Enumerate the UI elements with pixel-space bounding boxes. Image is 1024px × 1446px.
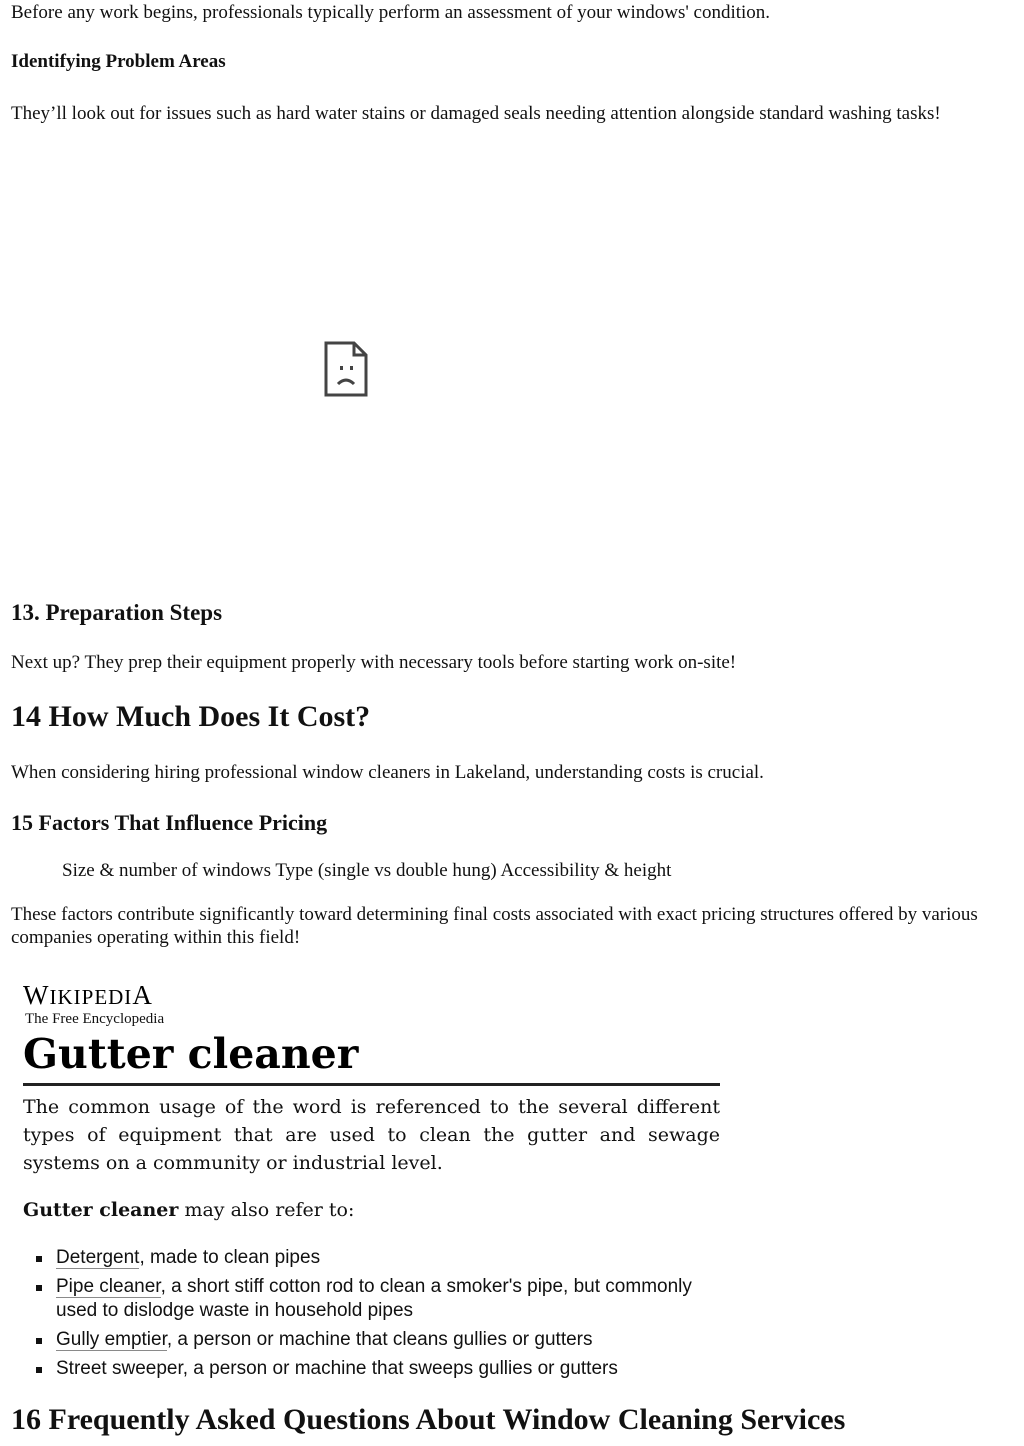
bullet-icon	[36, 1256, 42, 1262]
assessment-text: Before any work begins, professionals typically perform an assessment of your windows' condition.	[11, 2, 771, 23]
disambiguation-list	[23, 1246, 720, 1380]
factors-summary: These factors contribute significantly toward determining final costs associated with exact pricing structures offered by various companies operating within this field!	[11, 904, 978, 948]
list-item: Gully emptier, a person or machine that cleans gullies or gutters	[23, 1328, 720, 1352]
article-title: Gutter cleaner	[23, 1030, 359, 1078]
may-refer-to: Gutter cleaner may also refer to:	[23, 1199, 355, 1221]
identifying-text: They’ll look out for issues such as hard water stains or damaged seals needing attention alongside standard washing tasks!	[11, 103, 941, 124]
title-divider	[23, 1083, 720, 1086]
list-item: Detergent, made to clean pipes	[23, 1246, 720, 1270]
cost-heading: 14 How Much Does It Cost?	[11, 700, 371, 733]
list-item: Pipe cleaner, a short stiff cotton rod to clean a smoker's pipe, but commonly used to dislodge waste in household pipes	[23, 1275, 720, 1323]
link-gully-emptier[interactable]: Gully emptier	[56, 1329, 167, 1350]
link-detergent[interactable]: Detergent	[56, 1247, 140, 1268]
factors-list: Size & number of windows Type (single vs double hung) Accessibility & height	[62, 860, 672, 881]
preparation-text: Next up? They prep their equipment properly with necessary tools before starting work on-site!	[11, 652, 737, 673]
identifying-heading: Identifying Problem Areas	[11, 51, 226, 72]
bullet-icon	[36, 1285, 42, 1291]
factors-heading: 15 Factors That Influence Pricing	[11, 810, 328, 835]
link-pipe-cleaner[interactable]: Pipe cleaner	[56, 1276, 161, 1297]
bullet-icon	[36, 1367, 42, 1373]
list-item: Street sweeper, a person or machine that sweeps gullies or gutters	[23, 1357, 720, 1380]
faq-heading: 16 Frequently Asked Questions About Window Cleaning Services	[11, 1403, 846, 1436]
wikipedia-logo[interactable]: WIKIPEDIA	[23, 980, 153, 1010]
preparation-heading: 13. Preparation Steps	[11, 600, 223, 625]
bullet-icon	[36, 1338, 42, 1344]
article-description: The common usage of the word is referenced to the several different types of equipment that are used to clean the gutter and sewage systems on a community or industrial level.	[23, 1096, 720, 1174]
cost-text: When considering hiring professional window cleaners in Lakeland, understanding costs is crucial.	[11, 762, 764, 783]
broken-image-icon	[324, 341, 368, 397]
wikipedia-tagline: The Free Encyclopedia	[25, 1011, 165, 1027]
wikipedia-embed	[23, 980, 720, 1380]
